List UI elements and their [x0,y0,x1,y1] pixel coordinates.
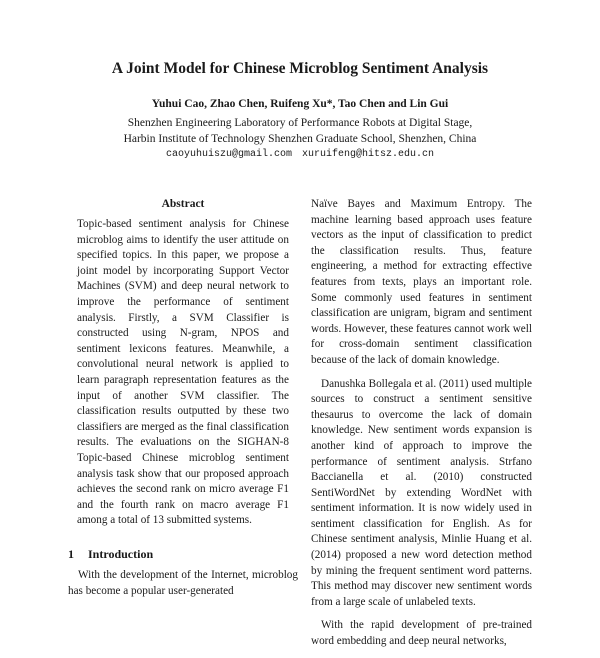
section-heading-introduction [68,547,308,562]
right-paragraph-2: Danushka Bollegala et al. (2011) used multiple sources to construct a sentiment sensitive thesaurus to overcome the lack of domain knowledge. New sentiment words expansion is another kind of approach to improve the performance of sentiment analysis. Strfano Baccianella et al. (2010) constructed SentiWordNet by extending WordNet with sentiment information. It is now widely used in sentiment classification for English. As for Chinese sentiment analysis, Minlie Huang et al. (2014) proposed a new word detection method by mining the frequent sentiment word patterns. This method may discover new sentiment words from a large scale of unlabeled texts. [311,377,532,608]
affiliation-line-1: Shenzhen Engineering Laboratory of Performance Robots at Digital Stage, [127,117,473,129]
paper-title: A Joint Model for Chinese Microblog Sentiment Analysis [111,60,489,77]
introduction-text: With the development of the Internet, microblog has become a popular user-generated [68,569,298,597]
right-column [311,197,532,658]
section-title: Introduction [88,547,154,561]
abstract-heading: Abstract [161,198,205,210]
right-paragraph-3: With the rapid development of pre-trained word embedding and deep neural networks, [311,619,532,648]
author-emails: caoyuhuiszu@gmail.com xuruifeng@hitsz.edu.cn [165,149,435,160]
affiliation-line-2: Harbin Institute of Technology Shenzhen Graduate School, Shenzhen, China [123,133,477,145]
author-list: Yuhui Cao, Zhao Chen, Ruifeng Xu*, Tao Chen and Lin Gui [151,98,449,110]
abstract-text: Topic-based sentiment analysis for Chinese microblog aims to identify the user attitude on specified topics. In this paper, we propose a joint model by incorporating Support Vector Machines (SVM) and deep neural network to improve the performance of sentiment analysis. Firstly, a SVM Classifier is constructed using N-gram, NPOS and sentiment lexicons features. Meanwhile, a convolutional neural network is applied to learn paragraph representation features as the input of another SVM classifier. The classification results outputted by these two classifiers are merged as the final classification results. The evaluations on the SIGHAN-8 Topic-based Chinese microblog sentiment analysis task show that our proposed approach achieves the second rank on micro average F1 and the fourth rank on macro average F1 among a total of 13 submitted systems. [77,218,289,527]
section-number: 1 [68,547,74,561]
right-paragraph-1: Naïve Bayes and Maximum Entropy. The machine learning based approach uses feature vectors as the input of classification to predict the classification results. Thus, feature engineering, a method for extracting effective features from texts, plays an important role. Some commonly used features in sentiment classification are unigram, bigram and sentiment words. However, these features cannot work well for cross-domain sentiment classification because of the lack of domain knowledge. [311,198,532,366]
